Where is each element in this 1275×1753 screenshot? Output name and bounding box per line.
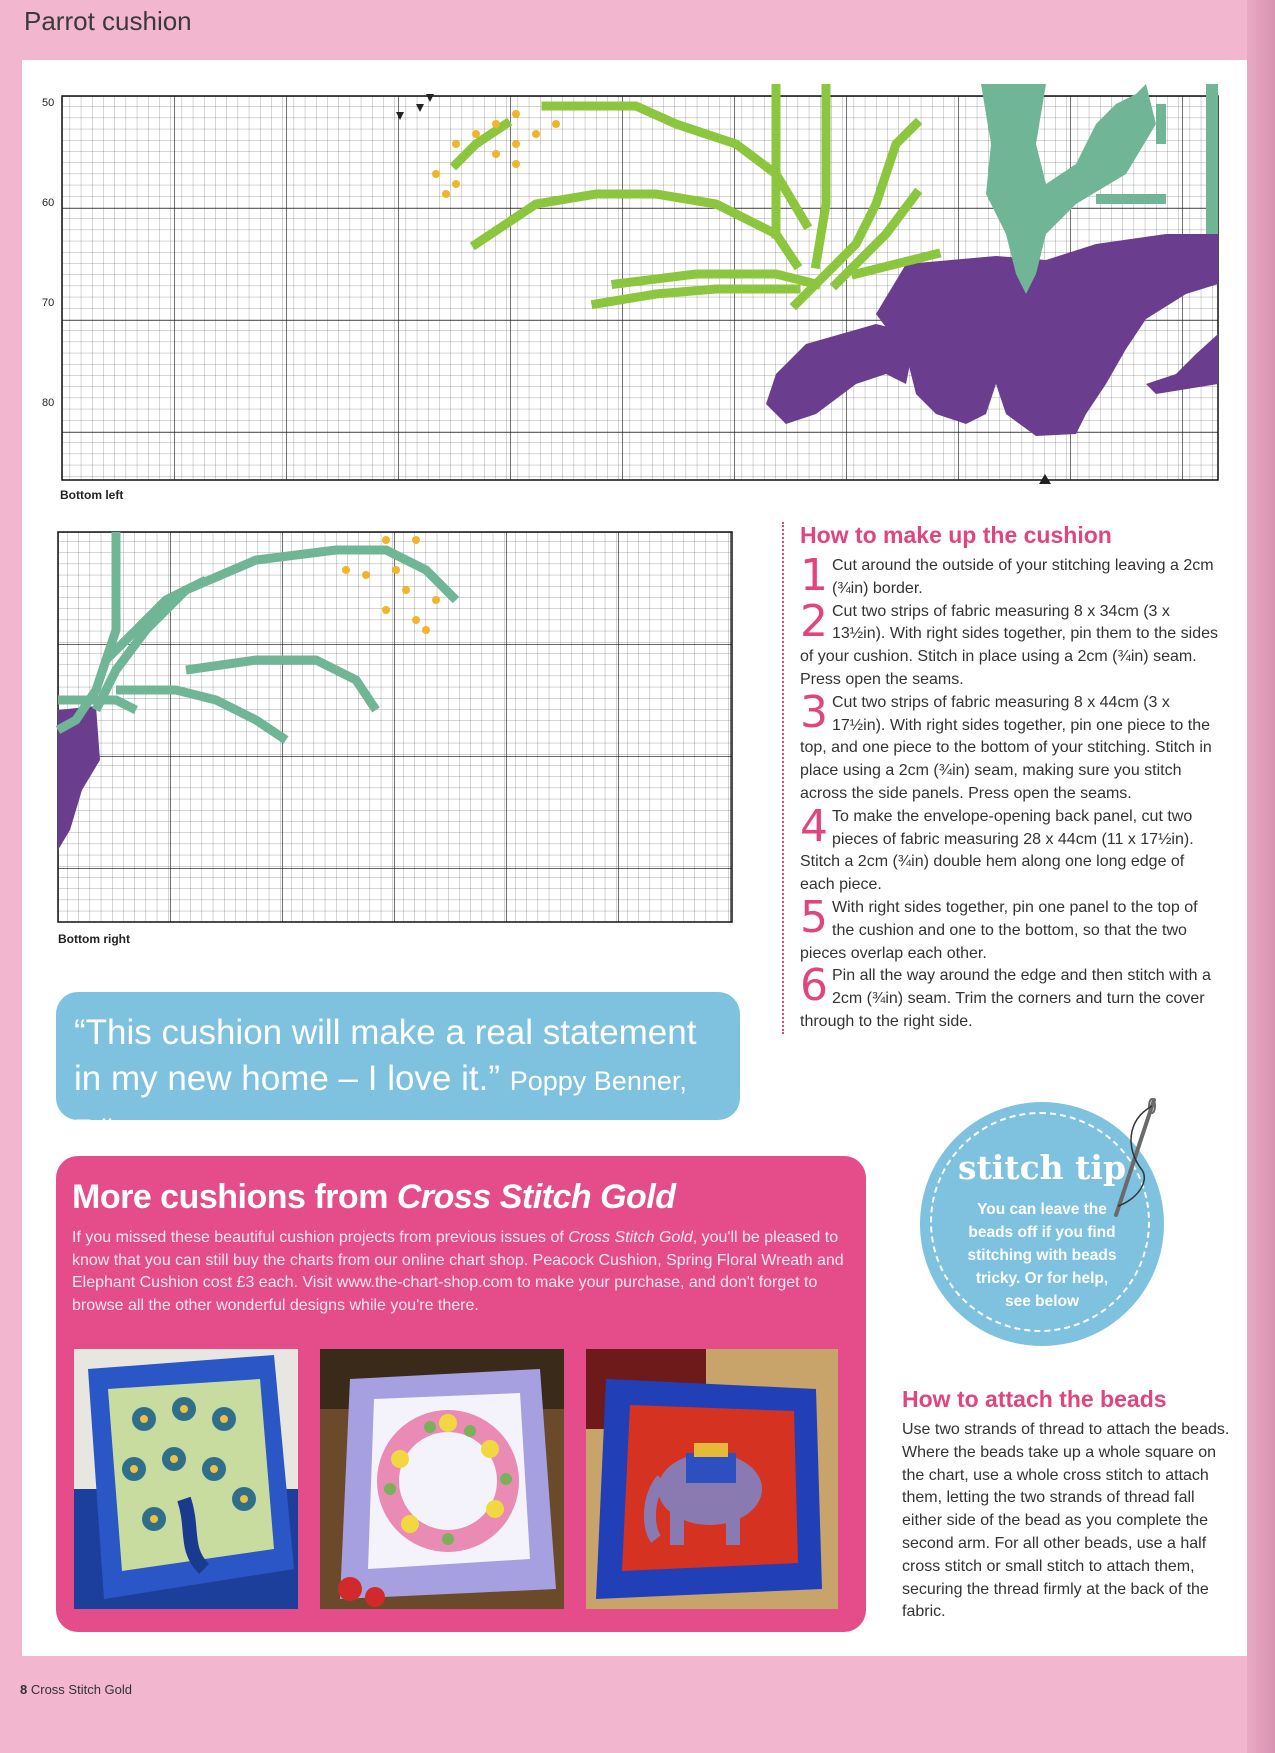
beads-text: Use two strands of thread to attach the beads. Where the beads take up a whole square on the chart, use a whole cross stitch to attach them, letting the two strands of thread fall either side of the bead as you complete the second arm. For all other beads, use a half cross stitch or small stitch to attach them, securing the thread firmly at the back of the fabric. — [902, 1421, 1230, 1621]
step-number: 1 — [800, 550, 828, 601]
quote-author: Poppy Benner, Editor — [74, 1066, 687, 1144]
more-body-b: Cross Stitch Gold — [568, 1229, 693, 1246]
make-up-instructions — [782, 522, 1218, 1034]
attach-beads-section — [902, 1386, 1232, 1624]
quote-text: “This cushion will make a real statement in my new home – I love it.” — [74, 1013, 697, 1098]
step-2 — [800, 595, 1218, 692]
step-number: 3 — [800, 686, 828, 738]
tip-title: stitch tip — [957, 1148, 1127, 1187]
step-6 — [800, 960, 1218, 1033]
editor-quote — [56, 992, 740, 1144]
row-label-80: 80 — [42, 397, 55, 409]
step-1 — [800, 550, 1218, 601]
step-text: Cut two strips of fabric measuring 8 x 34cm (3 x 13½in). With right sides together, pin them to the sides of your cushion. Stitch in place using a 2cm (¾in) seam. Press open the seams. — [800, 602, 1218, 688]
step-text: With right sides together, pin one panel to the top of the cushion and one to the bottom, so that the two pieces overlap each other. — [800, 898, 1198, 962]
beads-heading: How to attach the beads — [902, 1386, 1167, 1412]
step-text: To make the envelope-opening back panel, cut two pieces of fabric measuring 28 x 44cm (11 x 17½in). Stitch a 2cm (¾in) double hem along one long edge of each piece. — [800, 807, 1194, 894]
chart-bottom-right — [56, 530, 736, 931]
page-number: 8 — [20, 1682, 28, 1697]
page-title: Parrot cushion — [24, 6, 192, 36]
tip-text: You can leave the beads off if you find stitching with beads tricky. Or for help, see below — [967, 1201, 1117, 1310]
row-label-50: 50 — [42, 97, 55, 109]
step-number: 5 — [800, 891, 828, 943]
needle-icon — [1106, 1090, 1166, 1220]
page-spine — [1247, 0, 1275, 1753]
step-text: Pin all the way around the edge and then stitch with a 2cm (¾in) seam. Trim the corners and turn the cover through to the right side. — [800, 967, 1211, 1030]
stitch-tip-badge — [920, 1102, 1164, 1346]
step-4 — [800, 800, 1218, 897]
magazine-name: Cross Stitch Gold — [30, 1682, 133, 1697]
photo-elephant-cushion — [586, 1349, 838, 1609]
more-heading-b: Cross Stitch Gold — [396, 1178, 676, 1216]
more-heading-a: More cushions from — [72, 1178, 397, 1216]
step-3 — [800, 686, 1218, 806]
photo-floral-wreath-cushion — [320, 1349, 564, 1609]
more-body — [72, 1227, 850, 1317]
step-number: 2 — [800, 595, 828, 647]
row-label-70: 70 — [42, 297, 55, 309]
instructions-heading: How to make up the cushion — [800, 522, 1112, 548]
more-heading — [72, 1178, 850, 1217]
row-label-60: 60 — [42, 197, 55, 209]
step-5 — [800, 891, 1218, 965]
step-number: 6 — [800, 960, 828, 1012]
chart-bottom-left — [36, 84, 1226, 489]
chart-top-caption: Bottom left — [60, 488, 124, 502]
step-number: 4 — [800, 800, 828, 852]
more-body-a: If you missed these beautiful cushion projects from previous issues of — [72, 1229, 569, 1246]
step-text: Cut around the outside of your stitching leaving a 2cm (¾in) border. — [832, 557, 1214, 597]
more-body-c: , you'll be pleased to know that you can still buy the charts from our online chart shop. Peacock Cushion, Spring Floral Wreath and Elephant Cushion cost £3 each. Visit www.the-chart-shop.com to make your purchase, and don't forget to browse all the other wonderful designs while you're there. — [72, 1229, 844, 1314]
step-text: Cut two strips of fabric measuring 8 x 44cm (3 x 17½in). With right sides together, pin one piece to the top, and one piece to the bottom of your stitching. Stitch in place using a 2cm (¾in) seam, making sure you stitch across the side panels. Press open the seams. — [800, 693, 1212, 802]
page-footer — [20, 1682, 132, 1697]
photo-peacock-cushion — [74, 1349, 298, 1609]
chart-bottom-caption: Bottom right — [58, 932, 130, 946]
